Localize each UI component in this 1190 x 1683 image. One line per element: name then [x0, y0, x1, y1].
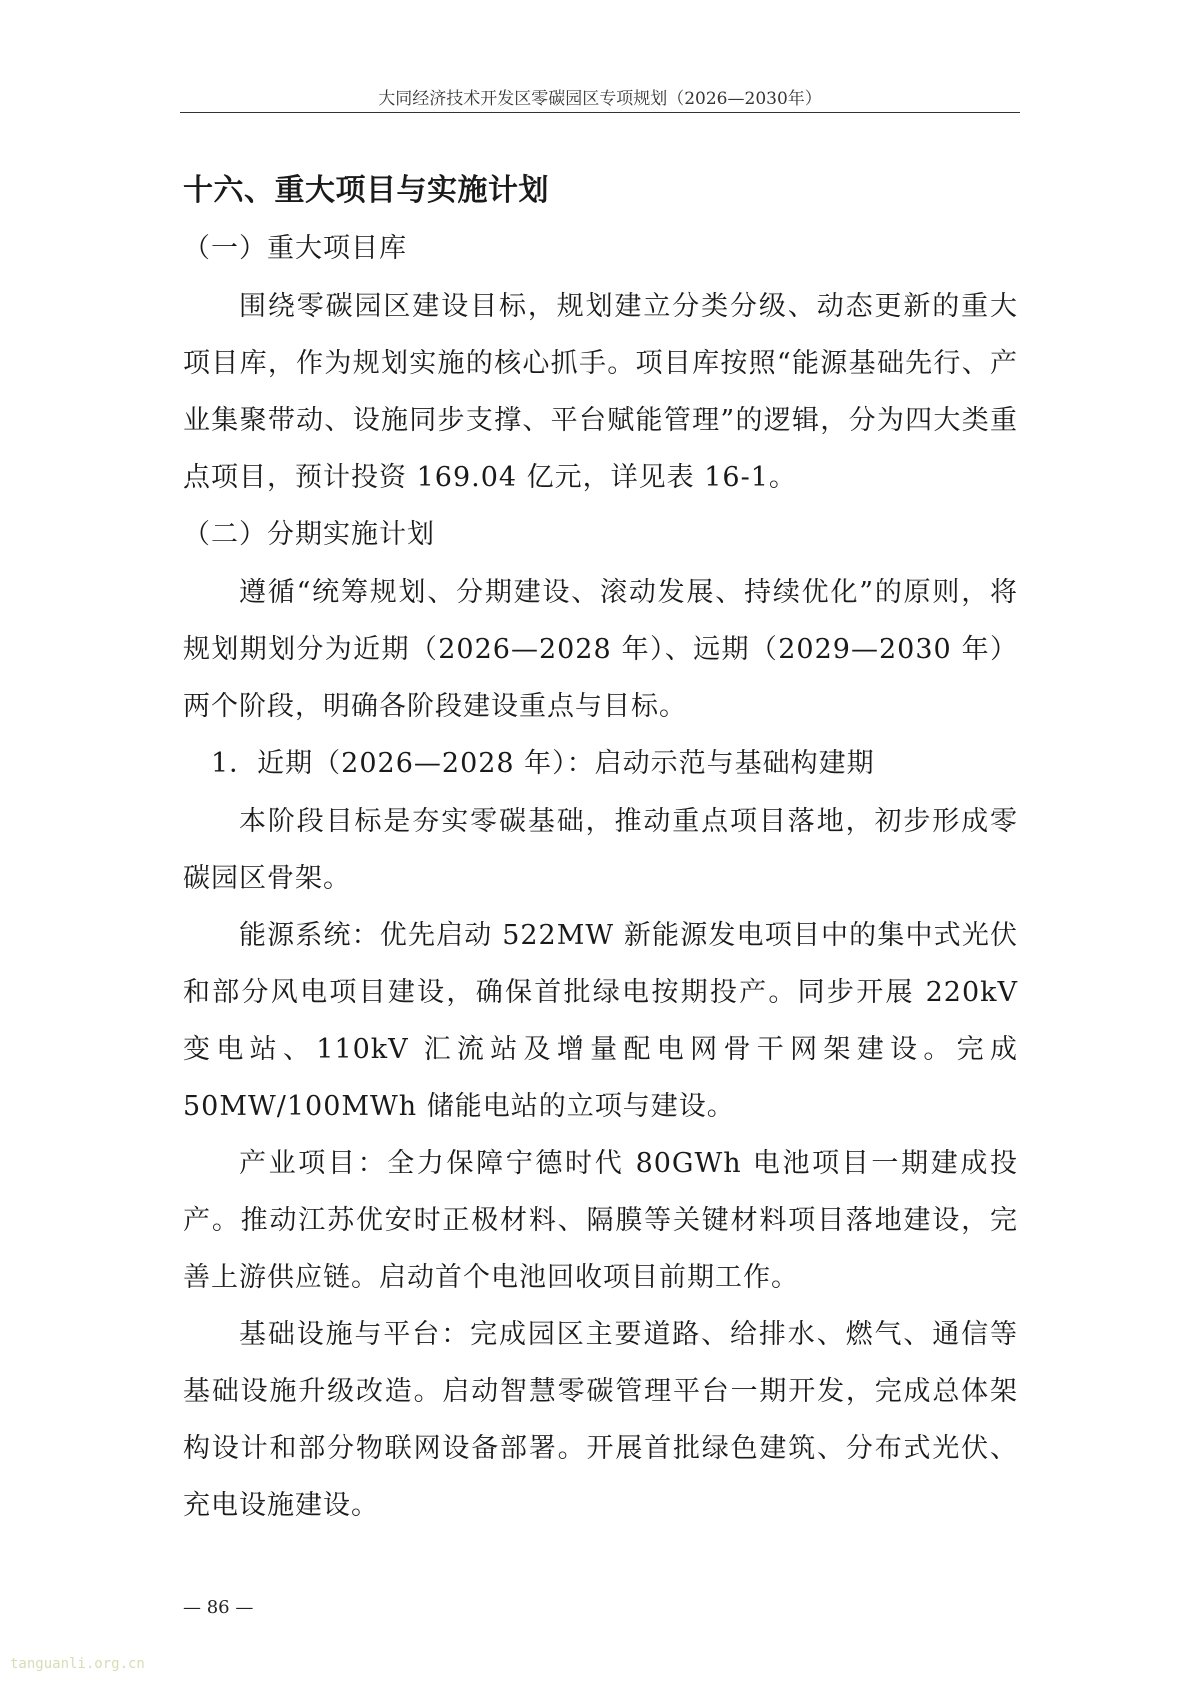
paragraph-phase1-goal: 本阶段目标是夯实零碳基础，推动重点项目落地，初步形成零碳园区骨架。 — [183, 806, 1018, 894]
subsection-title-project-library: （一）重大项目库 — [183, 233, 407, 264]
running-header: 大同经济技术开发区零碳园区专项规划（2026—2030年） — [378, 89, 822, 109]
page-number: — 86 — — [183, 1597, 254, 1618]
page-content — [183, 150, 1018, 1534]
paragraph-industry-projects: 产业项目：全力保障宁德时代 80GWh 电池项目一期建成投产。推动江苏优安时正极材料、隔膜等关键材料项目落地建设，完善上游供应链。启动首个电池回收项目前期工作。 — [183, 1148, 1018, 1293]
paragraph-project-library: 围绕零碳园区建设目标，规划建立分类分级、动态更新的重大项目库，作为规划实施的核心抓手。项目库按照“能源基础先行、产业集聚带动、设施同步支撑、平台赋能管理”的逻辑，分为四大类重点项目，预计投资 169.04 亿元，详见表 16-1。 — [183, 291, 1018, 493]
phase1-title: 1．近期（2026—2028 年）：启动示范与基础构建期 — [211, 748, 875, 779]
paragraph-energy-system: 能源系统：优先启动 522MW 新能源发电项目中的集中式光伏和部分风电项目建设，确保首批绿电按期投产。同步开展 220kV 变电站、110kV 汇流站及增量配电网骨干网架建设。完成 50MW/100MWh 储能电站的立项与建设。 — [183, 920, 1018, 1122]
section-title: 十六、重大项目与实施计划 — [183, 173, 549, 208]
header-rule — [180, 112, 1020, 113]
watermark-text: tanguanli.org.cn — [10, 1656, 145, 1672]
subsection-title-phased-plan: （二）分期实施计划 — [183, 519, 435, 550]
paragraph-infrastructure-platform: 基础设施与平台：完成园区主要道路、给排水、燃气、通信等基础设施升级改造。启动智慧零碳管理平台一期开发，完成总体架构设计和部分物联网设备部署。开展首批绿色建筑、分布式光伏、充电设施建设。 — [183, 1319, 1018, 1521]
paragraph-phased-plan: 遵循“统筹规划、分期建设、滚动发展、持续优化”的原则，将规划期划分为近期（2026—2028 年）、远期（2029—2030 年）两个阶段，明确各阶段建设重点与目标。 — [183, 577, 1018, 722]
